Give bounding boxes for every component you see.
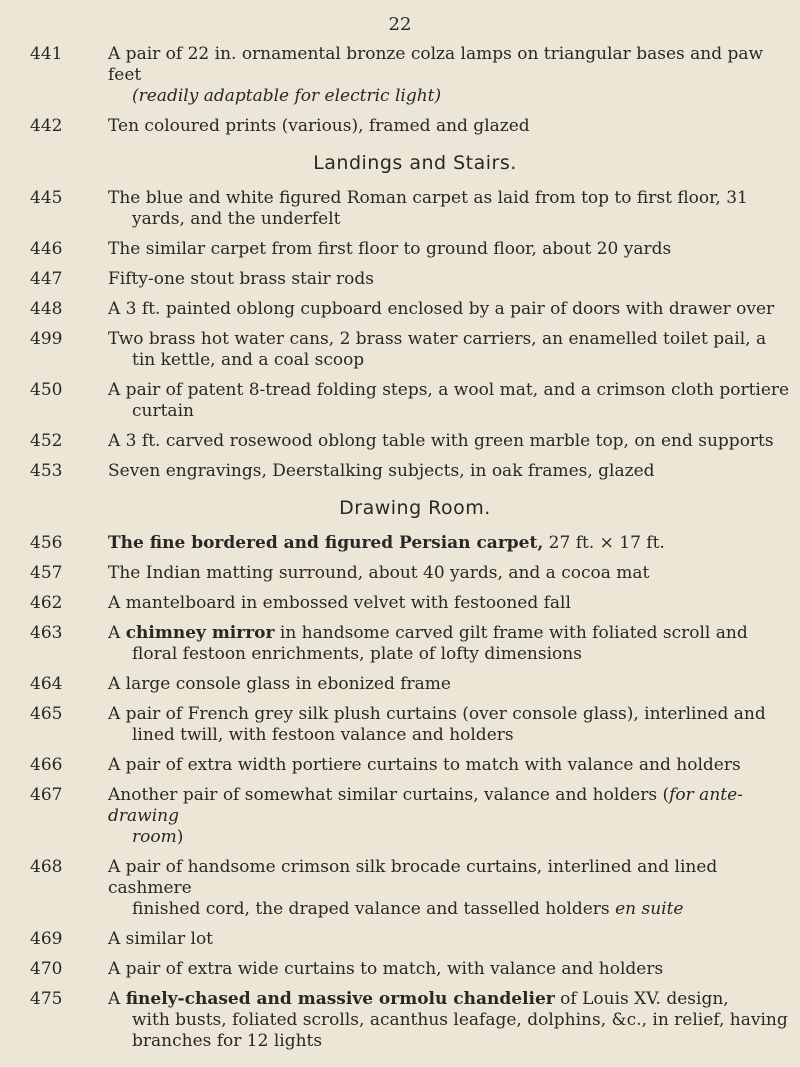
lot-text: A pair of extra width portiere curtains to match with valance and holders (108, 755, 741, 775)
lot-continuation (108, 401, 790, 422)
lot-entry (30, 704, 790, 746)
lot-continuation-text: floral festoon enrichments, plate of lofty dimensions (132, 644, 582, 664)
page-number: 22 (388, 14, 412, 35)
lot-text: A 3 ft. painted oblong cupboard enclosed by a pair of doors with drawer over (108, 299, 775, 319)
lot-entry (30, 929, 790, 950)
lot-number: 450 (30, 380, 63, 400)
lot-description (108, 674, 790, 695)
lot-text: A mantelboard in embossed velvet with festooned fall (108, 593, 571, 613)
lot-entry (30, 959, 790, 980)
lot-number: 463 (30, 623, 63, 643)
lot-description (108, 329, 790, 371)
lot-text: A large console glass in ebonized frame (108, 674, 451, 694)
lot-text: A similar lot (108, 929, 214, 949)
lot-number: 442 (30, 116, 63, 136)
lot-continuation-italic: en suite (615, 899, 684, 919)
lot-description (108, 959, 790, 980)
lot-number: 466 (30, 755, 63, 775)
lot-continuation-text: yards, and the underfelt (132, 209, 341, 229)
lot-continuation (108, 899, 790, 920)
lot-entry (30, 785, 790, 848)
lot-number: 457 (30, 563, 63, 583)
lot-number: 456 (30, 533, 63, 553)
lot-number: 475 (30, 989, 63, 1009)
lot-continuation-text: tin kettle, and a coal scoop (132, 350, 365, 370)
lot-entry (30, 329, 790, 371)
lot-description (108, 239, 790, 260)
lot-continuation-italic: room (132, 827, 177, 847)
lot-description (108, 704, 790, 746)
lot-text: of Louis XV. design, (554, 989, 729, 1009)
lot-description (108, 857, 790, 920)
lot-description (108, 785, 790, 848)
lot-entry (30, 755, 790, 776)
lot-continuation-text: ) (176, 827, 184, 847)
lot-text: The blue and white figured Roman carpet as laid from top to first floor, 31 (108, 188, 748, 208)
lot-text-prefix: A (108, 989, 126, 1009)
lot-list (30, 44, 790, 1061)
lot-number: 441 (30, 44, 63, 64)
lot-text: A pair of patent 8-tread folding steps, a wool mat, and a crimson cloth portiere (108, 380, 790, 400)
lot-number: 468 (30, 857, 63, 877)
lot-description (108, 593, 790, 614)
section-heading: Landings and Stairs. (313, 152, 517, 174)
lot-continuation (108, 350, 790, 371)
lot-description (108, 116, 790, 137)
lot-text: A pair of French grey silk plush curtains (over console glass), interlined and (108, 704, 766, 724)
lot-description (108, 299, 790, 320)
lot-entry (30, 188, 790, 230)
lot-continuation (108, 827, 790, 848)
lot-text-prefix: A (108, 623, 126, 643)
lot-text: A pair of extra wide curtains to match, with valance and holders (108, 959, 664, 979)
lot-number: 467 (30, 785, 63, 805)
lot-description (108, 533, 790, 554)
lot-number: 464 (30, 674, 63, 694)
lot-description (108, 461, 790, 482)
lot-highlight: chimney mirror (125, 623, 275, 643)
lot-text: Two brass hot water cans, 2 brass water carriers, an enamelled toilet pail, a (108, 329, 767, 349)
lot-continuation (108, 1010, 790, 1052)
lot-entry (30, 299, 790, 320)
lot-entry (30, 563, 790, 584)
lot-continuation-italic: (readily adaptable for electric light) (132, 86, 442, 106)
lot-text: Ten coloured prints (various), framed and glazed (108, 116, 530, 136)
lot-number: 469 (30, 929, 63, 949)
lot-description (108, 563, 790, 584)
lot-description (108, 929, 790, 950)
lot-number: 452 (30, 431, 63, 451)
lot-text: A pair of 22 in. ornamental bronze colza lamps on triangular bases and paw feet (108, 44, 764, 85)
lot-description (108, 188, 790, 230)
lot-continuation (108, 209, 790, 230)
lot-number: 465 (30, 704, 63, 724)
lot-entry (30, 674, 790, 695)
lot-description (108, 989, 790, 1052)
lot-number: 453 (30, 461, 63, 481)
lot-entry (30, 857, 790, 920)
lot-highlight: The fine bordered and figured Persian carpet, (108, 533, 544, 553)
lot-text: Seven engravings, Deerstalking subjects, in oak frames, glazed (108, 461, 655, 481)
lot-number: 470 (30, 959, 63, 979)
section-heading: Drawing Room. (339, 497, 491, 519)
lot-entry (30, 431, 790, 452)
lot-entry (30, 989, 790, 1052)
lot-text: 27 ft. × 17 ft. (543, 533, 665, 553)
lot-text: A pair of handsome crimson silk brocade curtains, interlined and lined cashmere (108, 857, 718, 898)
lot-entry (30, 623, 790, 665)
lot-text: Fifty-one stout brass stair rods (108, 269, 374, 289)
lot-entry (30, 380, 790, 422)
lot-number: 447 (30, 269, 63, 289)
lot-continuation-text: curtain (132, 401, 194, 421)
lot-continuation (108, 86, 790, 107)
lot-text: in handsome carved gilt frame with foliated scroll and (274, 623, 748, 643)
lot-number: 446 (30, 239, 63, 259)
lot-description (108, 623, 790, 665)
lot-number: 445 (30, 188, 63, 208)
lot-description (108, 755, 790, 776)
lot-text: The Indian matting surround, about 40 yards, and a cocoa mat (108, 563, 650, 583)
lot-entry (30, 44, 790, 107)
lot-entry (30, 593, 790, 614)
lot-entry (30, 269, 790, 290)
lot-entry (30, 533, 790, 554)
lot-description (108, 380, 790, 422)
lot-text: A 3 ft. carved rosewood oblong table with green marble top, on end supports (108, 431, 774, 451)
lot-text-italic: for ante-drawing (108, 785, 743, 826)
lot-description (108, 431, 790, 452)
lot-number: 448 (30, 299, 63, 319)
lot-highlight: finely-chased and massive ormolu chandelier (125, 989, 555, 1009)
lot-entry (30, 239, 790, 260)
lot-text: Another pair of somewhat similar curtains, valance and holders ( (108, 785, 670, 805)
lot-number: 499 (30, 329, 63, 349)
lot-entry (30, 116, 790, 137)
lot-continuation-text: with busts, foliated scrolls, acanthus leafage, dolphins, &c., in relief, having branches for 12 lights (132, 1010, 788, 1051)
lot-description (108, 44, 790, 107)
lot-continuation (108, 725, 790, 746)
lot-text: The similar carpet from first floor to ground floor, about 20 yards (108, 239, 672, 259)
lot-continuation (108, 644, 790, 665)
lot-number: 462 (30, 593, 63, 613)
lot-description (108, 269, 790, 290)
lot-continuation-text: lined twill, with festoon valance and holders (132, 725, 514, 745)
lot-continuation-text: finished cord, the draped valance and tasselled holders (132, 899, 616, 919)
lot-entry (30, 461, 790, 482)
